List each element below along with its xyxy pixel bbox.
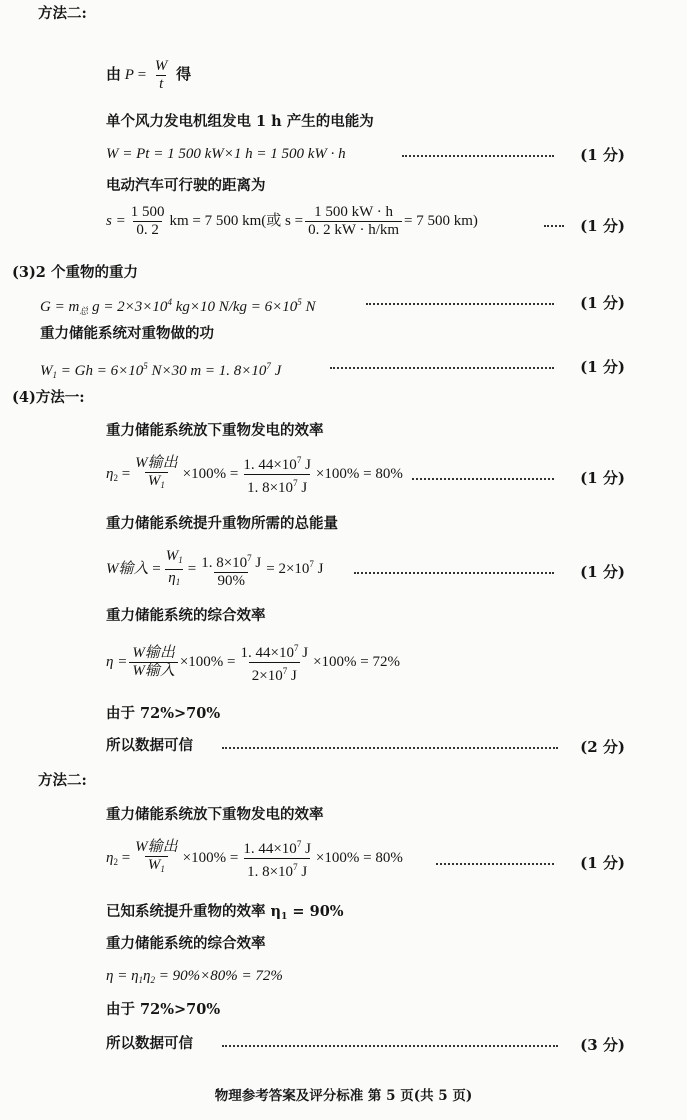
distance-equation: s = $\frac{1 500}{0. 2}$ km = 7 500 km(或 s = $\frac{1 500 kW \cdot h}{0. 2 kW \cdot h/km}$ = 7 500 km) (106, 204, 478, 238)
score-conclusion-2: (3 分) (580, 1036, 625, 1054)
efficiency-description: 重力储能系统放下重物发电的效率 (106, 422, 324, 439)
score-gravity: (1 分) (580, 294, 625, 312)
energy-equation: W = Pt = 1 500 kW×1 h = 1 500 kW · h (106, 146, 346, 162)
score-energy: (1 分) (580, 146, 625, 164)
leader-dots (330, 367, 554, 369)
combined-efficiency-description-2: 重力储能系统的综合效率 (106, 935, 266, 952)
since-statement: 由于 72%>70% (106, 705, 221, 722)
known-efficiency: 已知系统提升重物的效率 $\eta_1 = 90\%$ (106, 903, 344, 922)
leader-dots (222, 1045, 558, 1047)
leader-dots (402, 155, 554, 157)
leader-dots (544, 225, 564, 227)
efficiency-equation: $\eta_2$ = $\frac{\text{W输出}}{W_1}$ ×100% = $\frac{1. 44\times 10^7 J}{1. 8\times 10^7 J}$ ×100% = 80% (106, 455, 403, 496)
page-footer: 物理参考答案及评分标准 第 5 页(共 5 页) (214, 1088, 473, 1104)
part-4-label: (4)方法一: (12, 389, 85, 406)
efficiency-description-2: 重力储能系统放下重物发电的效率 (106, 806, 324, 823)
section-heading-method-2: 方法二: (38, 772, 87, 789)
input-energy-equation: W输入 = $\frac{W_1}{\eta_1}$ = $\frac{1. 8\times 10^7 J}{90\%}$ = $2\times 10^7$ J (106, 548, 324, 591)
leader-dots (222, 747, 558, 749)
total-energy-description: 重力储能系统提升重物所需的总能量 (106, 515, 338, 532)
score-work: (1 分) (580, 358, 625, 376)
conclusion-statement-2: 所以数据可信 (106, 1035, 193, 1052)
score-efficiency: (1 分) (580, 469, 625, 487)
score-conclusion: (2 分) (580, 738, 625, 756)
energy-description: 单个风力发电机组发电 1 h 产生的电能为 (106, 113, 374, 130)
combined-efficiency-description: 重力储能系统的综合效率 (106, 607, 266, 624)
gravity-equation: $G = m_总$ $g = 2\times 3\times 10^4$ kg×10 $N/kg = 6\times 10^5$ N (40, 297, 316, 316)
conclusion-statement: 所以数据可信 (106, 737, 193, 754)
leader-dots (366, 303, 554, 305)
leader-dots (354, 572, 554, 574)
score-distance: (1 分) (580, 217, 625, 235)
since-statement-2: 由于 72%>70% (106, 1001, 221, 1018)
section-heading-method-2-top: 方法二: (38, 5, 87, 22)
work-equation: $W_1 = Gh = 6\times 10^5$ N×30 m = 1. $8\times 10^7$ J (40, 361, 282, 380)
intro-formula: 由 P = $\frac{W}{t}$ 得 (106, 58, 192, 92)
combined-efficiency-equation: η = $\frac{\text{W输出}}{\text{W输入}}$ ×100% = $\frac{1. 44\times 10^7 J}{2\times 10^7 J}$ ×100% = 72% (106, 643, 400, 684)
efficiency-equation-2: $\eta_2$ = $\frac{\text{W输出}}{W_1}$ ×100% = $\frac{1. 44\times 10^7 J}{1. 8\times 10^7 J}$ ×100% = 80% (106, 839, 403, 880)
score-input-energy: (1 分) (580, 563, 625, 581)
score-efficiency-2: (1 分) (580, 854, 625, 872)
combined-efficiency-product: $\eta = \eta_1\eta_2 = 90\%\times 80\% = 72\%$ (106, 968, 283, 985)
part-3-label: (3)2 个重物的重力 (12, 264, 138, 281)
distance-description: 电动汽车可行驶的距离为 (106, 177, 266, 194)
leader-dots (412, 478, 554, 480)
work-description: 重力储能系统对重物做的功 (40, 325, 214, 342)
leader-dots (436, 863, 554, 865)
